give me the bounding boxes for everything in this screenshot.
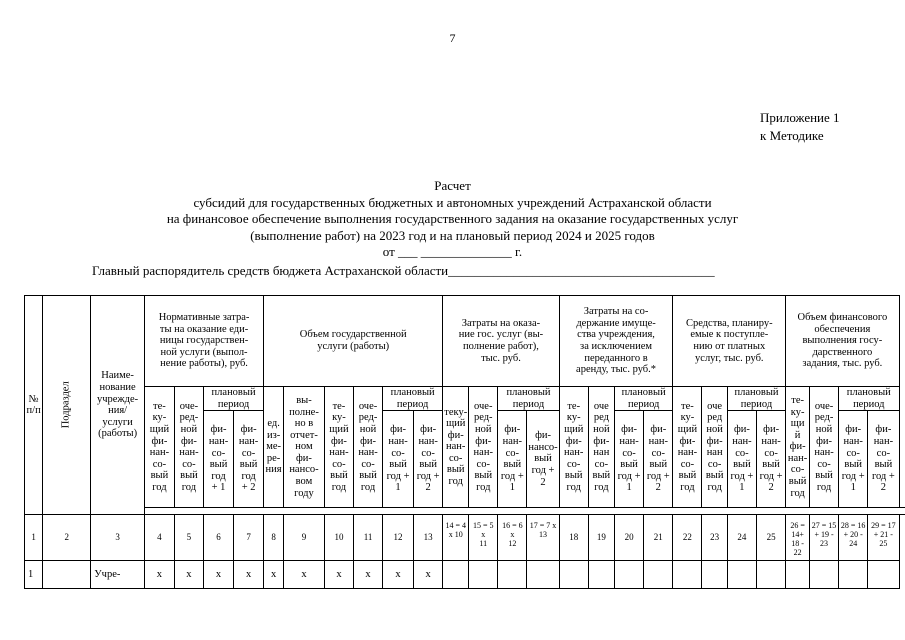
table-cell — [614, 561, 643, 589]
column-number-cell: 24 — [727, 515, 756, 561]
header-cell: фи- нансо- вый год + 2 — [527, 411, 559, 508]
spacer-cell — [588, 508, 614, 515]
column-number-cell: 23 — [702, 515, 727, 561]
spacer-cell — [203, 508, 233, 515]
column-number-cell: 10 — [324, 515, 353, 561]
document-title — [0, 178, 905, 261]
table-cell: x — [414, 561, 443, 589]
header-cell: фи- нан- со- вый год + 2 — [644, 411, 673, 508]
column-number-cell: 3 — [91, 515, 145, 561]
header-cell: фи- нан- со- вый год + 2 — [868, 411, 899, 508]
header-cell: Объем финансового обеспечения выполнения госу- дарственного задания, тыс. руб. — [786, 296, 899, 387]
header-cell: плановый период — [727, 387, 785, 411]
annex-line-1: Приложение 1 — [760, 110, 840, 125]
header-cell: фи- нан- со- вый год + 1 — [614, 411, 643, 508]
column-number-cell: 21 — [644, 515, 673, 561]
header-cell: плановый период — [498, 387, 559, 411]
spacer-cell — [839, 508, 868, 515]
column-number-cell: 9 — [284, 515, 325, 561]
column-number-cell: 8 — [264, 515, 284, 561]
spacer-cell — [757, 508, 786, 515]
table-cell — [810, 561, 839, 589]
table-cell: x — [234, 561, 264, 589]
header-cell: те- ку- щий фи- нан- со- вый год — [144, 387, 174, 508]
table-cell — [644, 561, 673, 589]
header-cell: фи- нан- со- вый год + 2 — [414, 411, 443, 508]
table-cell: x — [174, 561, 203, 589]
table-cell — [469, 561, 498, 589]
header-cell: теку- щий фи- нан- со- вый год — [443, 387, 469, 508]
column-number-cell: 12 — [383, 515, 414, 561]
spacer-cell — [786, 508, 810, 515]
header-cell: Средства, планиру- емые к поступле- нию от платных услуг, тыс. руб. — [673, 296, 786, 387]
column-number-cell: 2 — [43, 515, 91, 561]
spacer-cell — [324, 508, 353, 515]
table-cell: x — [353, 561, 382, 589]
header-cell: Затраты на со- держание имуще- ства учреждения, за исключением переданного в аренду, тыс. руб.* — [559, 296, 673, 387]
table-cell — [786, 561, 810, 589]
table-cell: Учре- — [91, 561, 145, 589]
spacer-cell — [414, 508, 443, 515]
spacer-cell — [498, 508, 527, 515]
column-number-cell: 16 = 6 x 12 — [498, 515, 527, 561]
table-cell: x — [383, 561, 414, 589]
header-row — [25, 387, 905, 411]
spacer-cell — [868, 508, 899, 515]
spacer-cell — [559, 508, 588, 515]
header-cell: фи- нан- со- вый год + 1 — [498, 411, 527, 508]
header-cell: Затраты на оказа- ние гос. услуг (вы- полнение работ), тыс. руб. — [443, 296, 559, 387]
header-cell: Нормативные затра- ты на оказание еди- ницы государствен- ной услуги (выпол- нение работы), руб. — [144, 296, 263, 387]
spacer-cell — [614, 508, 643, 515]
column-number-cell: 11 — [353, 515, 382, 561]
header-cell: оче- ред- ной фи- нан- со- вый год — [353, 387, 382, 508]
column-number-cell: 13 — [414, 515, 443, 561]
header-cell: те- ку- щий фи- нан- со- вый год — [673, 387, 702, 508]
spacer-row — [25, 508, 905, 515]
spacer-cell — [234, 508, 264, 515]
spacer-cell — [810, 508, 839, 515]
budget-manager-line: Главный распорядитель средств бюджета Астраханской области_________________________________________ — [92, 263, 715, 278]
column-number-cell: 15 = 5 x 11 — [469, 515, 498, 561]
title-line-1: Расчет — [434, 178, 471, 193]
table-row — [25, 561, 905, 589]
header-row — [25, 296, 905, 387]
spacer-cell — [383, 508, 414, 515]
spacer-cell — [443, 508, 469, 515]
table-cell — [588, 561, 614, 589]
column-number-cell: 26 = 14+ 18 - 22 — [786, 515, 810, 561]
spacer-cell — [702, 508, 727, 515]
header-cell: ед. из- ме- ре- ния — [264, 387, 284, 508]
header-cell: Наиме- нование учрежде- ния/ услуги (работы) — [91, 296, 145, 515]
header-cell: те- ку- щий фи- нан- со- вый год — [559, 387, 588, 508]
table-cell — [43, 561, 91, 589]
column-number-cell: 18 — [559, 515, 588, 561]
header-cell: фи- нан- со- вый год + 1 — [727, 411, 756, 508]
page-number: 7 — [449, 31, 456, 45]
spacer-cell — [469, 508, 498, 515]
spacer-cell — [353, 508, 382, 515]
table-cell — [702, 561, 727, 589]
header-cell: фи- нан- со- вый год + 1 — [839, 411, 868, 508]
header-cell: № п/п — [25, 296, 43, 515]
column-number-cell: 6 — [203, 515, 233, 561]
header-cell-vertical-text: Подраздел — [60, 381, 72, 429]
header-cell: плановый период — [383, 387, 443, 411]
table-cell — [673, 561, 702, 589]
column-number-cell: 27 = 15 + 19 - 23 — [810, 515, 839, 561]
header-cell: Объем государственной услуги (работы) — [264, 296, 443, 387]
title-date-line: от ___ ______________ г. — [382, 244, 523, 259]
annex-line-2: к Методике — [760, 128, 824, 143]
header-cell — [43, 296, 91, 515]
column-number-cell: 1 — [25, 515, 43, 561]
header-cell: фи- нан- со- вый год + 2 — [757, 411, 786, 508]
header-cell: фи- нан- со- вый год + 1 — [203, 411, 233, 508]
spacer-cell — [174, 508, 203, 515]
spacer-cell — [144, 508, 174, 515]
table-cell — [727, 561, 756, 589]
spacer-cell — [264, 508, 284, 515]
spacer-cell — [527, 508, 559, 515]
header-cell: плановый период — [839, 387, 899, 411]
table-cell — [839, 561, 868, 589]
table-cell: x — [203, 561, 233, 589]
table-cell: x — [324, 561, 353, 589]
column-number-cell: 17 = 7 x 13 — [527, 515, 559, 561]
table-cell — [498, 561, 527, 589]
header-cell: плановый период — [203, 387, 263, 411]
column-number-cell: 22 — [673, 515, 702, 561]
subsidy-calculation-table — [24, 295, 905, 589]
header-cell: оче- ред- ной фи- нан- со- вый год — [174, 387, 203, 508]
column-number-cell: 29 = 17 + 21 - 25 — [868, 515, 899, 561]
spacer-cell — [644, 508, 673, 515]
header-cell: вы- полне- но в отчет- ном фи- нансо- вом году — [284, 387, 325, 508]
spacer-cell — [727, 508, 756, 515]
column-number-cell: 25 — [757, 515, 786, 561]
header-cell: те- ку- щи й фи- нан- со- вый год — [786, 387, 810, 508]
spacer-cell — [673, 508, 702, 515]
title-line-3: на финансовое обеспечение выполнения государственного задания на оказание государственных услуг — [166, 211, 739, 226]
column-number-cell: 14 = 4 x 10 — [443, 515, 469, 561]
header-cell: оче ред ной фи- нан со- вый год — [702, 387, 727, 508]
header-cell: оче- ред- ной фи- нан- со- вый год — [810, 387, 839, 508]
header-cell: плановый период — [614, 387, 672, 411]
column-number-cell: 5 — [174, 515, 203, 561]
header-cell: те- ку- щий фи- нан- со- вый год — [324, 387, 353, 508]
title-line-4: (выполнение работ) на 2023 год и на плановый период 2024 и 2025 годов — [250, 227, 655, 243]
table-cell: x — [144, 561, 174, 589]
table-cell — [757, 561, 786, 589]
column-number-cell: 7 — [234, 515, 264, 561]
column-number-cell: 4 — [144, 515, 174, 561]
table-cell — [527, 561, 559, 589]
table-cell — [443, 561, 469, 589]
table-cell: 1 — [25, 561, 43, 589]
table-cell — [868, 561, 899, 589]
column-number-cell: 19 — [588, 515, 614, 561]
title-line-2: субсидий для государственных бюджетных и автономных учреждений Астраханской области — [193, 194, 712, 210]
spacer-cell — [284, 508, 325, 515]
table-cell — [559, 561, 588, 589]
column-number-row — [25, 515, 905, 561]
table-cell: x — [264, 561, 284, 589]
header-cell: оче ред ной фи- нан со- вый год — [588, 387, 614, 508]
column-number-cell: 20 — [614, 515, 643, 561]
header-cell: фи- нан- со- вый год + 1 — [383, 411, 414, 508]
header-cell: фи- нан- со- вый год + 2 — [234, 411, 264, 508]
annex-label — [760, 109, 840, 145]
column-number-cell: 28 = 16 + 20 - 24 — [839, 515, 868, 561]
header-cell: оче- ред- ной фи- нан- со- вый год — [469, 387, 498, 508]
table-cell: x — [284, 561, 325, 589]
